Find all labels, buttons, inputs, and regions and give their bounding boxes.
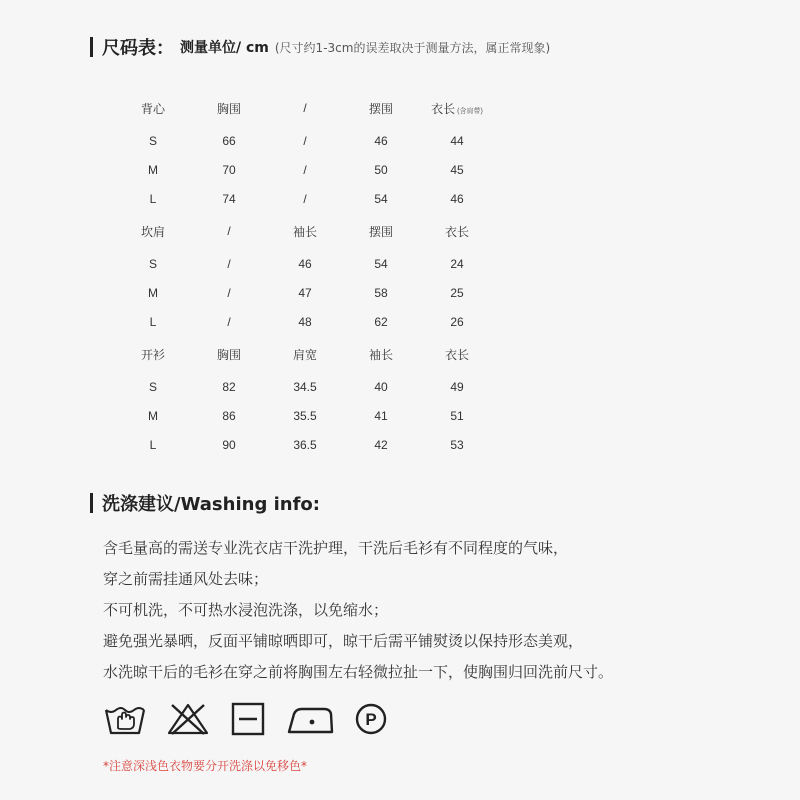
header-label: 衣长 bbox=[444, 224, 469, 239]
size-table-cell: 62 bbox=[374, 314, 388, 329]
size-table-cell: L bbox=[149, 437, 157, 452]
size-table-header-cell bbox=[343, 213, 419, 249]
size-table-cell: 49 bbox=[450, 379, 464, 394]
header-note: (含肩带) bbox=[457, 107, 483, 115]
size-chart-note: (尺寸约1-3cm的误差取决于测量方法，属正常现象) bbox=[274, 40, 551, 55]
size-table-row bbox=[115, 430, 495, 459]
washing-line: 水洗晾干后的毛衫在穿之前将胸围左右轻微拉扯一下，使胸围归回洗前尺寸。 bbox=[103, 663, 614, 681]
size-table-row bbox=[115, 307, 495, 336]
size-table-row bbox=[115, 155, 495, 184]
size-table-cell: S bbox=[148, 379, 157, 394]
washing-instructions bbox=[103, 533, 613, 688]
header-label: 袖长 bbox=[368, 347, 393, 362]
header-label: / bbox=[303, 101, 307, 115]
size-table-header-cell bbox=[115, 336, 191, 372]
size-table-cell: 47 bbox=[298, 285, 312, 300]
size-table-header-cell bbox=[343, 90, 419, 126]
size-table-header-cell bbox=[343, 336, 419, 372]
size-table-cell: 50 bbox=[374, 162, 388, 177]
size-table-cell: 41 bbox=[374, 408, 388, 423]
size-table-cell: 24 bbox=[450, 256, 464, 271]
size-table-cell: 42 bbox=[374, 437, 388, 452]
size-table-cell: 36.5 bbox=[293, 437, 317, 452]
dry-flat-icon bbox=[229, 702, 267, 736]
size-table-header-cell bbox=[115, 90, 191, 126]
size-table-cell: 46 bbox=[374, 133, 388, 148]
size-chart-title: 尺码表： bbox=[102, 38, 174, 59]
size-table-header-cell bbox=[267, 336, 343, 372]
size-table-cell: L bbox=[149, 191, 157, 206]
size-table-cell: 54 bbox=[374, 256, 388, 271]
size-table-row bbox=[115, 126, 495, 155]
size-table-cell: / bbox=[303, 133, 307, 148]
size-table-cell: 40 bbox=[374, 379, 388, 394]
size-table-header-cell bbox=[191, 336, 267, 372]
size-table-row bbox=[115, 184, 495, 213]
hand-wash-icon bbox=[103, 702, 147, 736]
do-not-bleach-icon bbox=[166, 702, 210, 736]
size-table-cell: 53 bbox=[450, 437, 464, 452]
washing-line: 穿之前需挂通风处去味； bbox=[103, 570, 269, 588]
size-table-row bbox=[115, 249, 495, 278]
size-table-row bbox=[115, 401, 495, 430]
header-label: 开衫 bbox=[140, 347, 165, 362]
size-table-cell: 66 bbox=[222, 133, 236, 148]
size-table-cell: 45 bbox=[450, 162, 464, 177]
size-table-cell: 44 bbox=[450, 133, 464, 148]
header-label: 袖长 bbox=[292, 224, 317, 239]
header-label: 衣长 bbox=[431, 101, 456, 116]
size-table-header-cell bbox=[191, 213, 267, 249]
washing-line: 不可机洗，不可热水浸泡洗涤，以免缩水； bbox=[103, 601, 389, 619]
iron-low-icon bbox=[286, 702, 334, 736]
size-chart-heading bbox=[90, 34, 550, 60]
size-table-cell: S bbox=[148, 133, 157, 148]
size-table-cell: 34.5 bbox=[293, 379, 317, 394]
heading-bar bbox=[90, 493, 93, 513]
size-table-cell: 26 bbox=[450, 314, 464, 329]
washing-title: 洗涤建议/Washing info: bbox=[102, 494, 320, 515]
size-table-cell: 70 bbox=[222, 162, 236, 177]
size-table-row bbox=[115, 372, 495, 401]
color-separation-warning: *注意深浅色衣物要分开洗涤以免移色* bbox=[103, 759, 308, 773]
header-label: 背心 bbox=[140, 101, 165, 116]
size-table-header-cell bbox=[267, 90, 343, 126]
size-table-header-row bbox=[115, 90, 495, 126]
size-table-cell: 74 bbox=[222, 191, 236, 206]
size-table-cell: / bbox=[303, 191, 307, 206]
size-table-cell: 86 bbox=[222, 408, 236, 423]
header-label: 肩宽 bbox=[292, 347, 317, 362]
size-table-cell: S bbox=[148, 256, 157, 271]
size-table-cell: 35.5 bbox=[293, 408, 317, 423]
dry-clean-letter: P bbox=[365, 710, 377, 729]
size-table-row bbox=[115, 278, 495, 307]
size-table-cell: 48 bbox=[298, 314, 312, 329]
size-table-header-cell bbox=[419, 213, 495, 249]
size-table-cell: / bbox=[227, 285, 231, 300]
size-table-cell: M bbox=[148, 285, 158, 300]
size-table-cell: 46 bbox=[450, 191, 464, 206]
size-table-cell: / bbox=[227, 256, 231, 271]
size-table-cell: 25 bbox=[450, 285, 464, 300]
size-table bbox=[115, 90, 495, 459]
size-table-header-cell bbox=[191, 90, 267, 126]
size-table-cell: / bbox=[227, 314, 231, 329]
header-label: / bbox=[227, 224, 231, 238]
size-table-cell: 46 bbox=[298, 256, 312, 271]
heading-bar bbox=[90, 37, 93, 57]
dry-clean-p-icon bbox=[353, 702, 389, 736]
size-chart-unit: 测量单位/ cm bbox=[180, 40, 269, 56]
size-table-cell: 51 bbox=[450, 408, 464, 423]
size-table-header-cell bbox=[115, 213, 191, 249]
washing-line: 含毛量高的需送专业洗衣店干洗护理，干洗后毛衫有不同程度的气味， bbox=[103, 539, 569, 557]
size-table-cell: L bbox=[149, 314, 157, 329]
header-label: 胸围 bbox=[216, 101, 241, 116]
size-table-header-cell bbox=[419, 90, 495, 126]
size-table-cell: 90 bbox=[222, 437, 236, 452]
care-icons bbox=[103, 702, 389, 736]
header-label: 摆围 bbox=[368, 224, 393, 239]
size-table-cell: M bbox=[148, 408, 158, 423]
washing-heading bbox=[90, 490, 320, 516]
size-table-header-row bbox=[115, 213, 495, 249]
size-table-cell: 58 bbox=[374, 285, 388, 300]
size-table-header-row bbox=[115, 336, 495, 372]
header-label: 摆围 bbox=[368, 101, 393, 116]
header-label: 胸围 bbox=[216, 347, 241, 362]
washing-line: 避免强光暴晒，反面平铺晾晒即可，晾干后需平铺熨烫以保持形态美观， bbox=[103, 632, 584, 650]
size-table-cell: M bbox=[148, 162, 158, 177]
header-label: 坎肩 bbox=[140, 224, 165, 239]
size-table-header-cell bbox=[419, 336, 495, 372]
header-label: 衣长 bbox=[444, 347, 469, 362]
size-table-header-cell bbox=[267, 213, 343, 249]
size-table-cell: 54 bbox=[374, 191, 388, 206]
size-table-cell: 82 bbox=[222, 379, 236, 394]
size-table-cell: / bbox=[303, 162, 307, 177]
